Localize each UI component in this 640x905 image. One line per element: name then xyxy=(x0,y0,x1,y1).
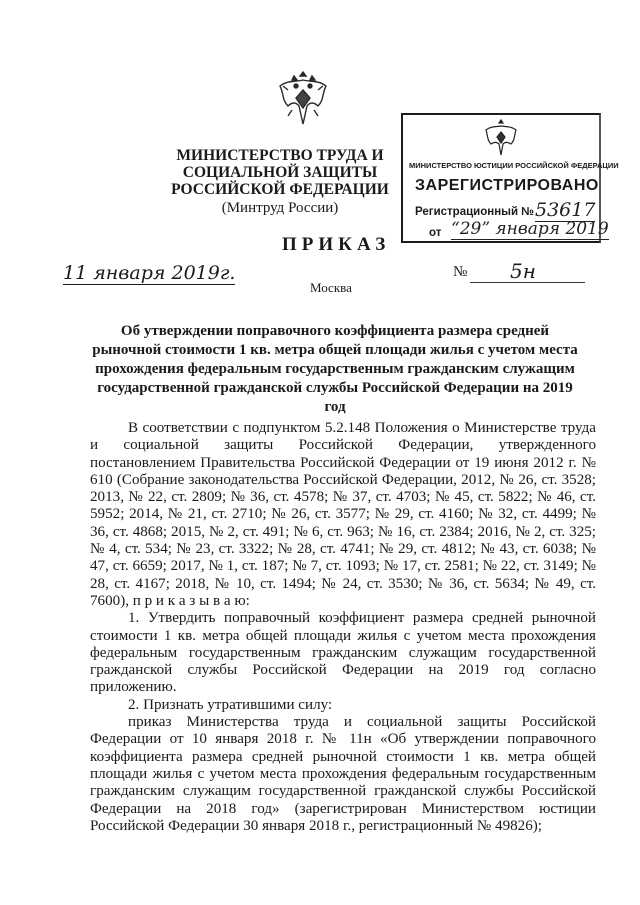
document-number: 5н xyxy=(510,259,536,283)
stamp-department: МИНИСТЕРСТВО ЮСТИЦИИ РОССИЙСКОЙ ФЕДЕРАЦИИ xyxy=(409,161,619,170)
ministry-header xyxy=(130,147,430,217)
document-body xyxy=(90,420,596,835)
document-date: 11 января 2019г. xyxy=(63,262,236,284)
clause-2-paragraph: 2. Признать утратившими силу: xyxy=(128,696,333,713)
repealed-order-paragraph: приказ Министерства труда и социальной защиты Российской Федерации от 10 января 2018 г. № 11н «Об утверждении поправочного коэффициента размера средней рыночной стоимости 1 кв. метра общей площади жилья с учетом места прохождения федеральным государственным гражданским служащим государственной гражданской службы Российской Федерации на 2018 год» (зарегистрирован Министерством юстиции Российской Федерации 30 января 2018 г., регистрационный № 49826); xyxy=(90,714,596,834)
registration-stamp xyxy=(401,113,619,243)
stamp-registered: ЗАРЕГИСТРИРОВАНО xyxy=(415,177,599,194)
stamp-from-label: от xyxy=(429,227,442,239)
number-label: № xyxy=(453,264,468,280)
stamp-regno: 53617 xyxy=(535,199,596,221)
document-type: ПРИКАЗ xyxy=(282,234,391,255)
city: Москва xyxy=(310,280,352,295)
ministry-short-name: (Минтруд России) xyxy=(221,200,339,216)
document-title: Об утверждении поправочного коэффициента размера средней рыночной стоимости 1 кв. метра общей площади жилья с учетом места прохождения федеральным государственным гражданским служащим государственной гражданской службы Российской Федерации на 2019 год xyxy=(92,323,578,415)
stamp-emblem-icon xyxy=(483,118,519,158)
ministry-name-line1: МИНИСТЕРСТВО ТРУДА И СОЦИАЛЬНОЙ ЗАЩИТЫ xyxy=(176,147,384,181)
stamp-from-date: “29” января 2019 xyxy=(451,219,609,239)
clause-1-paragraph: 1. Утвердить поправочный коэффициент размера средней рыночной стоимости 1 кв. метра общей площади жилья с учетом места прохождения федеральным государственным гражданским служащим государственной гражданской службы Российской Федерации на 2019 год согласно приложению. xyxy=(90,610,596,696)
stamp-regno-label: Регистрационный № xyxy=(415,206,535,218)
ministry-name-line2: РОССИЙСКОЙ ФЕДЕРАЦИИ xyxy=(171,181,389,198)
coat-of-arms-icon xyxy=(274,66,332,130)
preamble-paragraph: В соответствии с подпунктом 5.2.148 Положения о Министерстве труда и социальной защиты Российской Федерации, утвержденного постановлением Правительства Российской Федерации от 19 июня 2012 г. № 610 (Собрание законодательства Российской Федерации, 2012, № 26, ст. 3528; 2013, № 22, ст. 2809; № 36, ст. 4578; № 37, ст. 4703; № 45, ст. 5822; № 46, ст. 5952; 2014, № 21, ст. 2710; № 26, ст. 3577; № 29, ст. 4160; № 32, ст. 4499; № 36, ст. 4868; 2015, № 2, ст. 491; № 6, ст. 963; № 16, ст. 2384; 2016, № 2, ст. 325; № 4, ст. 534; № 23, ст. 3322; № 28, ст. 4741; № 29, ст. 4812; № 43, ст. 6038; № 47, ст. 6659; 2017, № 1, ст. 187; № 7, ст. 1093; № 17, ст. 2581; № 22, ст. 3149; № 28, ст. 4167; 2018, № 10, ст. 1494; № 24, ст. 3530; № 36, ст. 5634; № 49, ст. 7600), п р и к а з ы в а ю: xyxy=(90,420,596,609)
